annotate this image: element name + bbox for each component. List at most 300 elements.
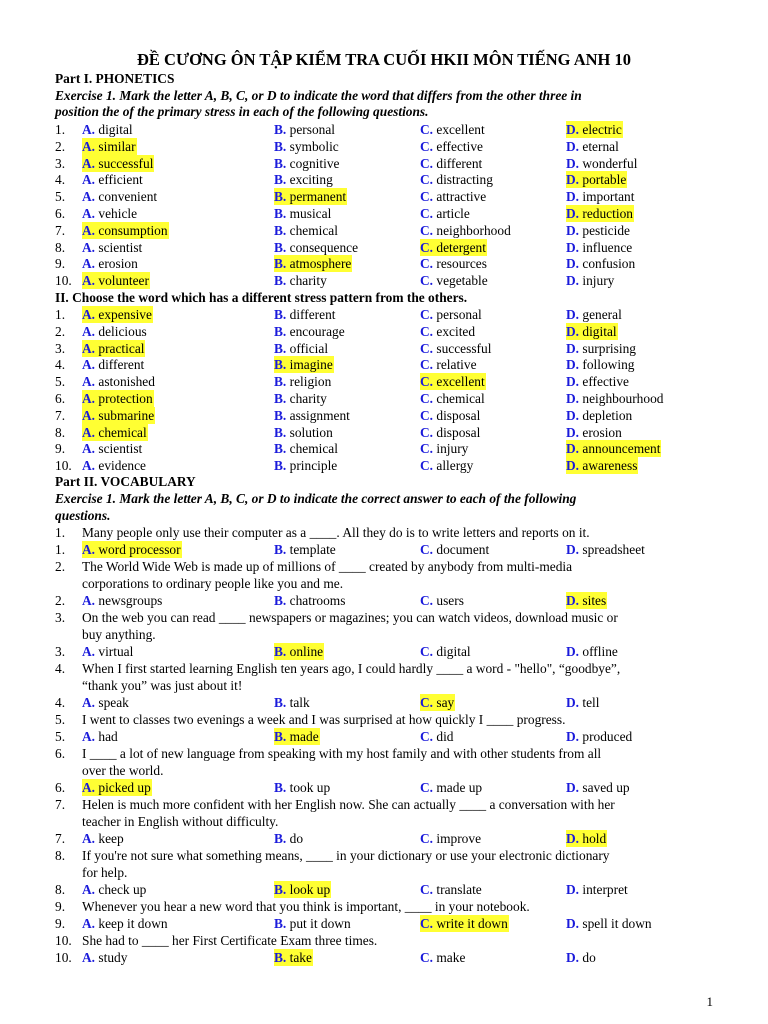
option-letter: D.: [566, 222, 580, 238]
option-letter: D.: [566, 155, 580, 171]
option-d-answer: [566, 323, 618, 340]
option-c: [420, 390, 485, 407]
option-text: consumption: [98, 222, 168, 238]
option-letter: D.: [566, 391, 580, 406]
question-number: 9.: [55, 441, 66, 457]
option-letter: C.: [420, 391, 434, 406]
option-letter: C.: [420, 138, 434, 154]
option-a: [82, 205, 137, 222]
vocab-question: [55, 898, 715, 915]
question-number: 9.: [55, 256, 66, 272]
option-b-answer: [274, 255, 352, 272]
option-letter: C.: [420, 323, 434, 339]
option-text: disposal: [436, 424, 481, 440]
option-letter: D.: [566, 542, 580, 557]
option-letter: C.: [420, 542, 434, 557]
option-text: portable: [582, 172, 627, 188]
question-number: 5.: [55, 729, 66, 744]
option-c: [420, 541, 489, 558]
option-letter: B.: [274, 374, 287, 390]
option-letter: D.: [566, 122, 580, 137]
option-d-answer: [566, 830, 607, 847]
option-b: [274, 205, 331, 222]
option-text: different: [98, 357, 145, 373]
option-d: [566, 728, 632, 745]
option-text: influence: [582, 239, 633, 255]
option-text: musical: [289, 206, 332, 221]
option-letter: C.: [420, 950, 434, 965]
question-number: 4.: [55, 357, 66, 373]
option-a-answer: [82, 424, 148, 441]
option-letter: B.: [274, 172, 287, 188]
question-row: [0, 239, 768, 256]
question-number: 6.: [55, 391, 66, 406]
option-letter: C.: [420, 122, 434, 137]
option-c: [420, 881, 482, 898]
question-number: 8.: [55, 239, 66, 255]
option-text: newsgroups: [98, 593, 163, 608]
question-number: 3.: [55, 340, 66, 356]
option-d: [566, 239, 632, 256]
part2-heading: Part II. VOCABULARY: [55, 474, 196, 489]
option-text: erosion: [582, 424, 622, 440]
question-row: [0, 830, 768, 847]
ex2-heading: II. Choose the word which has a different stress pattern from the others.: [55, 290, 468, 305]
option-d-answer: [566, 205, 634, 222]
vocab-question: [55, 609, 715, 643]
question-row: [0, 171, 768, 188]
vocab-question: [55, 524, 715, 541]
option-text: charity: [289, 273, 327, 289]
option-letter: B.: [274, 882, 287, 897]
option-letter: A.: [82, 357, 96, 373]
question-number: 10.: [55, 950, 72, 965]
option-b-answer: [274, 643, 324, 660]
option-text: template: [289, 542, 336, 557]
option-a-answer: [82, 222, 169, 239]
option-letter: C.: [420, 593, 434, 608]
option-b: [274, 155, 339, 172]
option-text: vegetable: [436, 273, 488, 289]
question-row: [0, 323, 768, 340]
option-text: made: [289, 729, 319, 744]
option-c: [420, 171, 493, 188]
option-letter: A.: [82, 424, 96, 440]
option-letter: C.: [420, 273, 434, 289]
option-text: chemical: [289, 441, 338, 457]
option-text: chemical: [98, 424, 147, 440]
option-c: [420, 340, 491, 357]
option-a: [82, 728, 118, 745]
option-letter: D.: [566, 729, 580, 744]
option-letter: A.: [82, 644, 96, 659]
question-row: [0, 138, 768, 155]
option-text: evidence: [98, 458, 146, 474]
question-text: corporations to ordinary people like you and me.: [82, 576, 344, 591]
option-text: awareness: [582, 458, 638, 474]
option-text: charity: [289, 391, 327, 406]
option-letter: D.: [566, 340, 580, 356]
option-a-answer: [82, 340, 145, 357]
option-letter: D.: [566, 172, 580, 188]
question-row: [0, 592, 768, 609]
option-text: successful: [436, 340, 492, 356]
document-title: ĐỀ CƯƠNG ÔN TẬP KIỂM TRA CUỐI HKII MÔN TIẾNG ANH 10: [137, 50, 631, 69]
option-letter: A.: [82, 222, 96, 238]
option-text: attractive: [436, 189, 487, 205]
option-b: [274, 440, 338, 457]
option-text: volunteer: [98, 273, 149, 289]
option-text: offline: [582, 644, 618, 659]
option-letter: A.: [82, 138, 96, 154]
option-text: official: [289, 340, 329, 356]
option-text: spell it down: [582, 916, 652, 931]
option-c: [420, 407, 480, 424]
option-a: [82, 171, 143, 188]
option-letter: D.: [566, 273, 580, 289]
option-text: successful: [98, 155, 154, 171]
option-b: [274, 390, 327, 407]
option-a: [82, 457, 146, 474]
option-text: convenient: [98, 189, 158, 205]
option-c: [420, 138, 483, 155]
option-letter: A.: [82, 206, 96, 221]
question-number: 1.: [55, 525, 66, 540]
option-d: [566, 407, 632, 424]
option-text: produced: [582, 729, 633, 744]
question-row: [0, 915, 768, 932]
option-a-answer: [82, 272, 150, 289]
option-b: [274, 306, 336, 323]
option-b: [274, 915, 351, 932]
option-text: did: [436, 729, 454, 744]
question-row: [0, 390, 768, 407]
option-letter: A.: [82, 307, 96, 322]
question-text: Helen is much more confident with her English now. She can actually ____ a conversation with her: [82, 797, 615, 812]
option-c: [420, 949, 465, 966]
option-a: [82, 255, 138, 272]
question-number: 9.: [55, 916, 66, 931]
option-text: religion: [289, 374, 332, 390]
option-b-answer: [274, 356, 334, 373]
vocab-question: [55, 711, 715, 728]
option-text: symbolic: [289, 138, 339, 154]
option-text: eternal: [582, 138, 619, 154]
option-d-answer: [566, 440, 661, 457]
question-number: 4.: [55, 172, 66, 188]
option-letter: C.: [420, 831, 434, 846]
option-text: interpret: [582, 882, 628, 897]
option-b: [274, 779, 330, 796]
question-number: 2.: [55, 559, 66, 574]
question-number: 10.: [55, 458, 72, 474]
option-letter: A.: [82, 273, 96, 289]
question-row: [0, 728, 768, 745]
option-a-answer: [82, 390, 154, 407]
question-row: [0, 255, 768, 272]
question-number: 3.: [55, 644, 66, 659]
question-number: 7.: [55, 831, 66, 846]
question-row: [0, 222, 768, 239]
option-letter: D.: [566, 780, 580, 795]
option-text: practical: [98, 340, 145, 356]
option-text: spreadsheet: [582, 542, 645, 557]
option-letter: C.: [420, 256, 434, 272]
option-letter: A.: [82, 831, 96, 846]
option-text: personal: [436, 307, 482, 322]
option-text: study: [98, 950, 128, 965]
option-d: [566, 541, 645, 558]
option-d: [566, 340, 636, 357]
question-number: 8.: [55, 882, 66, 897]
option-c: [420, 222, 511, 239]
question-text: If you're not sure what something means, ____ in your dictionary or use your electronic dictionary: [82, 848, 610, 863]
question-number: 1.: [55, 307, 66, 322]
option-a: [82, 881, 146, 898]
option-d: [566, 694, 600, 711]
option-text: improve: [436, 831, 482, 846]
option-b: [274, 457, 337, 474]
option-letter: A.: [82, 340, 96, 356]
option-d: [566, 155, 637, 172]
option-a: [82, 323, 147, 340]
option-text: delicious: [98, 323, 147, 339]
question-row: [0, 272, 768, 289]
option-text: saved up: [582, 780, 630, 795]
option-letter: B.: [274, 239, 287, 255]
option-letter: A.: [82, 729, 96, 744]
option-letter: C.: [420, 206, 434, 221]
question-text: The World Wide Web is made up of millions of ____ created by anybody from multi-media: [82, 559, 573, 574]
option-letter: B.: [274, 729, 287, 744]
option-text: document: [436, 542, 490, 557]
option-letter: C.: [420, 407, 434, 423]
option-letter: B.: [274, 950, 287, 965]
option-c-answer: [420, 373, 486, 390]
option-letter: A.: [82, 391, 96, 406]
option-letter: D.: [566, 256, 580, 272]
option-text: submarine: [98, 407, 155, 423]
vocab-question: [55, 558, 715, 592]
option-letter: B.: [274, 441, 287, 457]
option-d: [566, 949, 596, 966]
option-letter: C.: [420, 307, 434, 322]
option-text: efficient: [98, 172, 143, 188]
option-a: [82, 830, 124, 847]
option-text: speak: [98, 695, 129, 710]
question-number: 4.: [55, 661, 66, 676]
option-text: do: [582, 950, 596, 965]
option-letter: C.: [420, 357, 434, 373]
option-text: similar: [98, 138, 136, 154]
question-row: [0, 121, 768, 138]
option-c: [420, 272, 488, 289]
option-text: take: [289, 950, 312, 965]
option-letter: C.: [420, 458, 434, 474]
question-number: 5.: [55, 189, 66, 205]
option-text: astonished: [98, 374, 155, 390]
option-letter: B.: [274, 831, 287, 846]
option-letter: D.: [566, 206, 580, 221]
option-letter: D.: [566, 239, 580, 255]
option-text: announcement: [582, 441, 661, 457]
option-letter: A.: [82, 172, 96, 188]
option-text: hold: [582, 831, 607, 846]
option-text: following: [582, 357, 635, 373]
option-letter: B.: [274, 916, 287, 931]
option-text: permanent: [289, 189, 347, 205]
part1-heading: Part I. PHONETICS: [55, 71, 175, 86]
option-c-answer: [420, 694, 455, 711]
option-letter: A.: [82, 780, 96, 795]
option-a-answer: [82, 155, 154, 172]
option-text: disposal: [436, 407, 481, 423]
option-letter: A.: [82, 323, 96, 339]
option-letter: A.: [82, 122, 96, 137]
option-text: talk: [289, 695, 310, 710]
option-b: [274, 424, 333, 441]
option-letter: C.: [420, 189, 434, 205]
option-a: [82, 643, 133, 660]
question-row: [0, 356, 768, 373]
question-number: 5.: [55, 374, 66, 390]
question-number: 9.: [55, 899, 66, 914]
option-text: do: [289, 831, 304, 846]
option-letter: D.: [566, 458, 580, 474]
option-letter: A.: [82, 950, 96, 965]
option-b-answer: [274, 188, 347, 205]
option-letter: C.: [420, 916, 434, 931]
option-letter: C.: [420, 340, 434, 356]
question-row: [0, 407, 768, 424]
question-number: 10.: [55, 273, 72, 289]
question-number: 1.: [55, 122, 66, 137]
option-letter: C.: [420, 729, 434, 744]
option-text: confusion: [582, 256, 636, 272]
option-d: [566, 138, 619, 155]
option-text: allergy: [436, 458, 474, 474]
option-c: [420, 457, 473, 474]
option-text: protection: [98, 391, 153, 406]
option-letter: A.: [82, 441, 96, 457]
question-row: [0, 643, 768, 660]
option-letter: D.: [566, 441, 580, 457]
option-a-answer: [82, 138, 137, 155]
option-text: imagine: [289, 357, 333, 373]
option-letter: B.: [274, 458, 287, 474]
vocab-question: [55, 932, 715, 949]
option-text: excellent: [436, 122, 485, 137]
question-number: 7.: [55, 797, 66, 812]
option-a: [82, 356, 144, 373]
question-text: I went to classes two evenings a week and I was surprised at how quickly I ____ progress.: [82, 712, 566, 727]
question-text: for help.: [82, 865, 128, 880]
option-b: [274, 541, 336, 558]
option-text: distracting: [436, 172, 493, 188]
option-letter: B.: [274, 357, 287, 373]
question-number: 3.: [55, 155, 66, 171]
option-a: [82, 239, 142, 256]
question-row: [0, 457, 768, 474]
question-row: [0, 188, 768, 205]
option-letter: C.: [420, 155, 434, 171]
option-text: chemical: [436, 391, 485, 406]
option-letter: C.: [420, 172, 434, 188]
option-text: virtual: [98, 644, 134, 659]
option-d: [566, 424, 622, 441]
option-b: [274, 407, 350, 424]
option-a-answer: [82, 779, 152, 796]
option-text: write it down: [436, 916, 508, 931]
option-text: chatrooms: [289, 593, 346, 608]
ex1-instruction-line2: position the of the primary stress in each of the following questions.: [55, 104, 429, 119]
option-a: [82, 949, 127, 966]
option-letter: B.: [274, 391, 287, 406]
question-number: 3.: [55, 610, 66, 625]
option-letter: D.: [566, 407, 580, 423]
option-c: [420, 306, 482, 323]
option-letter: C.: [420, 222, 434, 238]
option-text: pesticide: [582, 222, 630, 238]
question-text: I ____ a lot of new language from speaking with my host family and with other students from all: [82, 746, 602, 761]
question-number: 2.: [55, 593, 66, 608]
vocab-question: [55, 796, 715, 830]
option-d: [566, 390, 663, 407]
option-letter: B.: [274, 307, 287, 322]
option-letter: D.: [566, 916, 580, 931]
question-text: buy anything.: [82, 627, 156, 642]
option-letter: B.: [274, 340, 287, 356]
option-d: [566, 255, 635, 272]
option-text: online: [289, 644, 324, 659]
option-c: [420, 205, 470, 222]
option-letter: A.: [82, 374, 96, 390]
option-text: had: [98, 729, 118, 744]
option-b: [274, 694, 310, 711]
option-letter: A.: [82, 593, 96, 608]
option-c: [420, 424, 480, 441]
question-row: [0, 694, 768, 711]
question-number: 2.: [55, 323, 66, 339]
option-letter: A.: [82, 407, 96, 423]
option-text: erosion: [98, 256, 138, 272]
option-c: [420, 830, 481, 847]
option-d: [566, 779, 630, 796]
question-number: 4.: [55, 695, 66, 710]
vocab-instruction-line1: Exercise 1. Mark the letter A, B, C, or D to indicate the correct answer to each of the following: [55, 491, 577, 506]
option-text: exciting: [289, 172, 333, 188]
question-row: [0, 881, 768, 898]
option-letter: B.: [274, 323, 287, 339]
question-row: [0, 424, 768, 441]
question-row: [0, 205, 768, 222]
option-letter: B.: [274, 206, 287, 221]
option-text: neighborhood: [436, 222, 511, 238]
option-letter: D.: [566, 307, 580, 322]
option-letter: D.: [566, 374, 580, 390]
option-letter: C.: [420, 374, 434, 390]
option-c: [420, 728, 454, 745]
option-c: [420, 121, 485, 138]
question-number: 8.: [55, 848, 66, 863]
option-c: [420, 255, 487, 272]
question-number: 6.: [55, 746, 66, 761]
option-text: keep: [98, 831, 124, 846]
option-text: vehicle: [98, 206, 138, 221]
option-text: users: [436, 593, 464, 608]
question-number: 7.: [55, 222, 66, 238]
option-c: [420, 188, 486, 205]
